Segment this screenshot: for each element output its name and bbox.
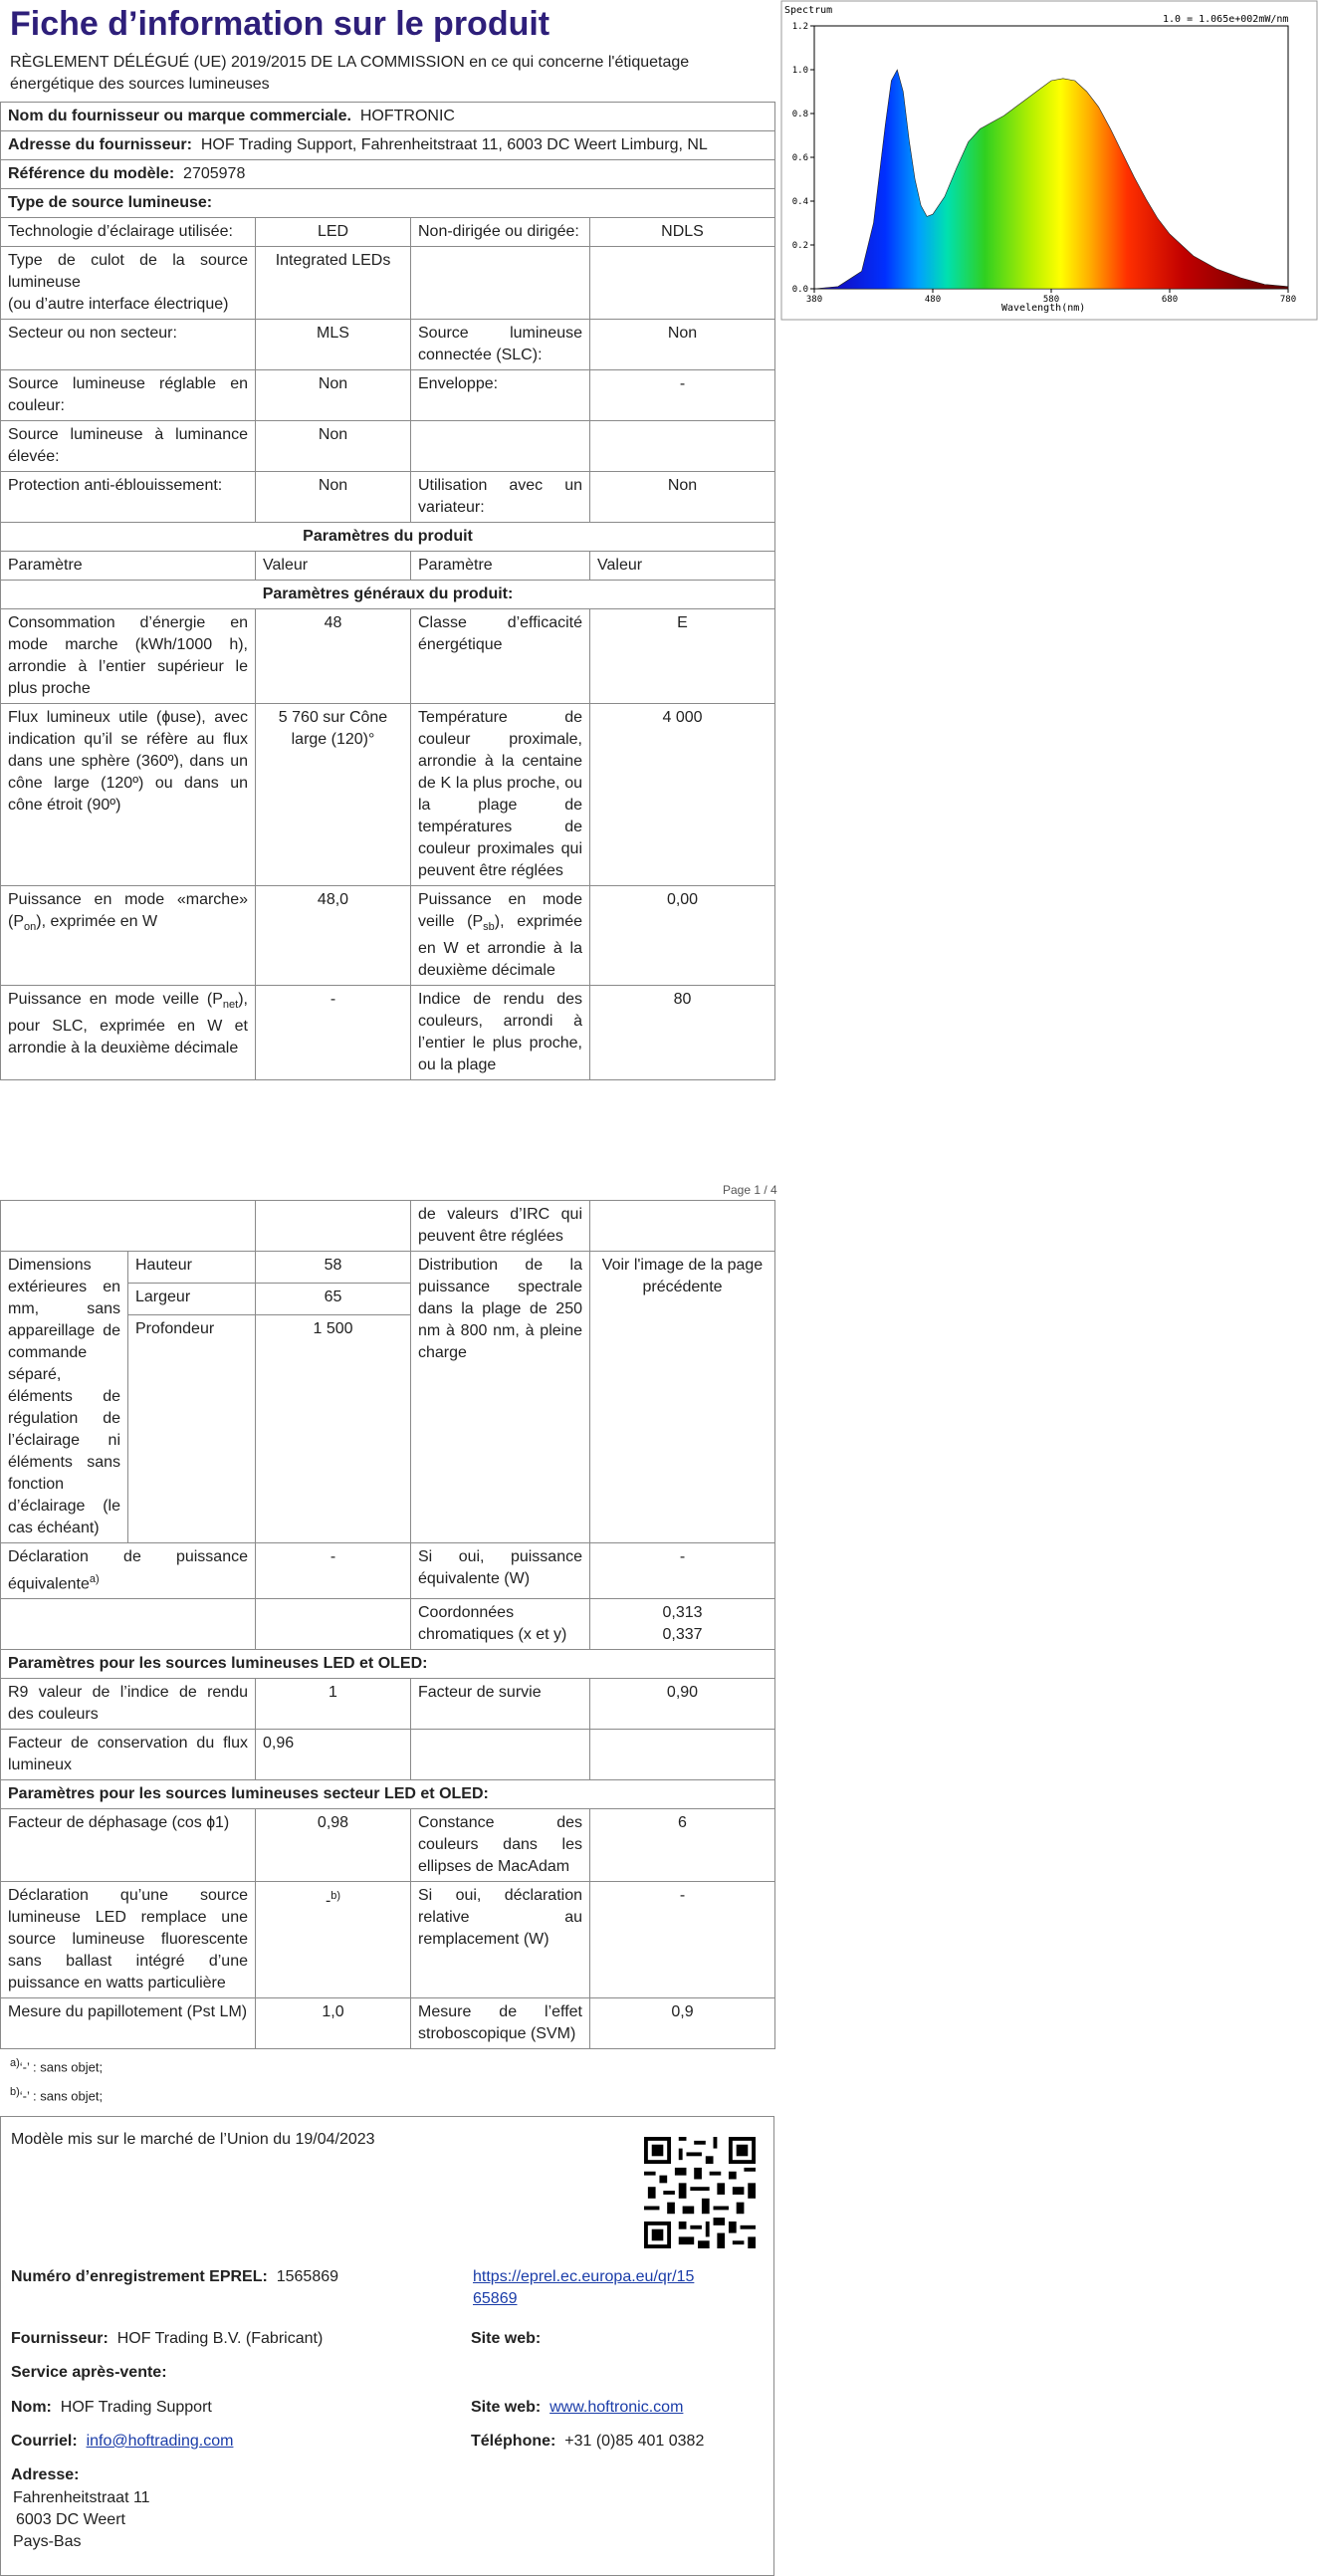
table-row — [1, 1679, 775, 1730]
y-tick-label: 0.0 — [791, 285, 808, 295]
eprel-label: Numéro d’enregistrement EPREL: — [11, 2267, 268, 2285]
footnote-a-text: ‘-’ : sans objet; — [19, 2059, 104, 2075]
row-label: Technologie d’éclairage utilisée: — [1, 218, 256, 247]
mains-params-heading: Paramètres pour les sources lumineuses secteur LED et OLED: — [1, 1780, 775, 1809]
footnote-b-text: ‘-’ : sans objet; — [19, 2087, 104, 2103]
spectral-label: Distribution de la puissance spectrale dans la plage de 250 nm à 800 nm, à pleine charge — [411, 1252, 590, 1543]
cap-type-label: Type de culot de la source lumineuse — [8, 252, 248, 291]
row-label: Protection anti-éblouissement: — [1, 472, 256, 523]
depth-value: 1 500 — [256, 1315, 411, 1543]
cri-label-continued: de valeurs d’IRC qui peuvent être réglées — [411, 1201, 590, 1252]
x-tick-label: 680 — [1161, 295, 1179, 305]
y-tick-label: 1.2 — [791, 22, 808, 32]
psb-subscript: sb — [483, 921, 495, 934]
depth-label: Profondeur — [128, 1315, 256, 1543]
table-row — [1, 1201, 775, 1252]
phase-factor-value: 0,98 — [256, 1809, 411, 1882]
qr-code-icon[interactable] — [644, 2137, 756, 2248]
table-row — [1, 1252, 775, 1284]
contact-name-row — [11, 2397, 212, 2419]
chart-title: Spectrum — [784, 5, 833, 16]
chart-scale-note: 1.0 = 1.065e+002mW/nm — [1163, 14, 1289, 25]
table-row — [1, 1998, 775, 2049]
row-label — [1, 247, 256, 320]
table-row — [1, 218, 775, 247]
row-label: Non-dirigée ou dirigée: — [411, 218, 590, 247]
x-tick-label: 580 — [1042, 295, 1060, 305]
mail-link[interactable]: info@hoftrading.com — [86, 2432, 234, 2450]
y-tick-label: 0.2 — [791, 241, 808, 251]
product-info-table-2 — [0, 1200, 775, 2049]
footnote-b-mark: b) — [10, 2085, 20, 2098]
model-label: Référence du modèle: — [8, 165, 175, 182]
table-row — [1, 1882, 775, 1998]
row-value: Non — [256, 421, 411, 472]
mail-label: Courriel: — [11, 2432, 78, 2450]
mail-row — [11, 2431, 233, 2453]
luminous-flux-value: 5 760 sur Cône large (120)° — [256, 704, 411, 886]
column-header-value: Valeur — [256, 552, 411, 581]
height-label: Hauteur — [128, 1252, 256, 1284]
website-link[interactable]: www.hoftronic.com — [549, 2398, 684, 2416]
website2-row — [471, 2397, 683, 2419]
row-value: Non — [256, 472, 411, 523]
flicker-label: Mesure du papillotement (Pst LM) — [1, 1998, 256, 2049]
table-row — [1, 1599, 775, 1650]
row-value — [590, 421, 775, 472]
address-line-2: 6003 DC Weert — [16, 2510, 125, 2528]
luminous-flux-label: Flux lumineux utile (ɸuse), avec indication qu’il se réfère au flux dans une sphère (360º), dans un cône large (120º) ou dans un cône étroit (90º) — [1, 704, 256, 886]
table-row — [1, 886, 775, 986]
footnote-ref-a: a) — [89, 1573, 100, 1585]
cap-type-label-2: (ou d’autre interface électrique) — [8, 296, 229, 313]
survival-value: 0,90 — [590, 1679, 775, 1730]
eprel-row — [11, 2266, 338, 2288]
survival-label: Facteur de survie — [411, 1679, 590, 1730]
cct-value: 4 000 — [590, 704, 775, 886]
equivalent-yes-label: Si oui, puissance équivalente (W) — [411, 1543, 590, 1599]
replacement-value-text: - — [325, 1892, 331, 1910]
row-value: MLS — [256, 320, 411, 370]
phase-factor-label: Facteur de déphasage (cos ɸ1) — [1, 1809, 256, 1882]
replacement-yes-value: - — [590, 1882, 775, 1998]
row-value: LED — [256, 218, 411, 247]
psb-value: 0,00 — [590, 886, 775, 986]
chromaticity-y: 0,337 — [662, 1626, 703, 1644]
height-value: 58 — [256, 1252, 411, 1284]
supplier-name-row — [1, 103, 775, 131]
macadam-value: 6 — [590, 1809, 775, 1882]
x-tick-label: 480 — [924, 295, 942, 305]
contact-name-label: Nom: — [11, 2398, 52, 2416]
flicker-value: 1,0 — [256, 1998, 411, 2049]
y-tick-label: 0.6 — [791, 153, 808, 163]
market-date-text: Modèle mis sur le marché de l’Union du 19/04/2023 — [11, 2130, 375, 2148]
general-params-heading: Paramètres généraux du produit: — [1, 581, 775, 609]
psb-label-text: Puissance en mode veille (P — [418, 891, 582, 930]
psb-label-text-2: ), exprimée en W et arrondie à la deuxième décimale — [418, 913, 582, 980]
chromaticity-value — [590, 1599, 775, 1650]
row-label — [411, 421, 590, 472]
supplier-address-value: HOF Trading Support, Fahrenheitstraat 11, 6003 DC Weert Limburg, NL — [200, 136, 708, 153]
footnote-a — [10, 2053, 767, 2077]
row-value: Non — [590, 472, 775, 523]
column-header-param: Paramètre — [1, 552, 256, 581]
supplier-value: HOF Trading B.V. (Fabricant) — [116, 2329, 324, 2347]
pon-label — [1, 886, 256, 986]
pon-label-text: Puissance en mode «marche» (P — [8, 891, 248, 930]
page-title: Fiche d’information sur le produit — [10, 5, 550, 43]
table-row — [1, 704, 775, 886]
column-header-param: Paramètre — [411, 552, 590, 581]
empty-cell — [590, 1730, 775, 1780]
empty-cell — [1, 1201, 256, 1252]
cri-value: 80 — [590, 986, 775, 1080]
equivalent-power-label — [1, 1543, 256, 1599]
footnote-a-mark: a) — [10, 2057, 20, 2070]
pnet-label-text: Puissance en mode veille (P — [8, 991, 223, 1009]
spectral-value: Voir l'image de la page précédente — [590, 1252, 775, 1543]
empty-cell — [590, 1201, 775, 1252]
empty-cell — [256, 1599, 411, 1650]
psb-label — [411, 886, 590, 986]
supplier-address-label: Adresse du fournisseur: — [8, 136, 192, 153]
supplier-name-label: Nom du fournisseur ou marque commerciale. — [8, 108, 351, 124]
footnote-ref-b: b) — [330, 1890, 341, 1903]
row-label: Source lumineuse à luminance élevée: — [1, 421, 256, 472]
product-info-table — [0, 102, 775, 1080]
table-row — [1, 472, 775, 523]
chromaticity-label: Coordonnées chromatiques (x et y) — [411, 1599, 590, 1650]
phone-row — [471, 2431, 704, 2453]
x-tick-label: 780 — [1279, 295, 1297, 305]
table-row — [1, 320, 775, 370]
replacement-yes-label: Si oui, déclaration relative au remplacement (W) — [411, 1882, 590, 1998]
table-row — [1, 986, 775, 1080]
cct-label: Température de couleur proximale, arrondie à la centaine de K la plus proche, ou la plage de températures de couleur proximales qui peuvent être réglées — [411, 704, 590, 886]
registration-box — [0, 2116, 774, 2576]
x-tick-label: 380 — [805, 295, 823, 305]
dimensions-label: Dimensions extérieures en mm, sans appareillage de commande séparé, éléments de régulation de l’éclairage ni éléments sans fonction d’éclairage (le cas échéant) — [1, 1252, 128, 1543]
table-row — [1, 247, 775, 320]
empty-cell — [256, 1201, 411, 1252]
r9-value: 1 — [256, 1679, 411, 1730]
pon-label-text-2: ), exprimée en W — [36, 913, 158, 930]
table-row — [1, 1543, 775, 1599]
table-row — [1, 370, 775, 421]
stroboscopic-label: Mesure de l’effet stroboscopique (SVM) — [411, 1998, 590, 2049]
service-label: Service après-vente: — [11, 2363, 167, 2381]
page-1 — [0, 0, 776, 1080]
row-label — [411, 247, 590, 320]
pnet-label — [1, 986, 256, 1080]
supplier-row — [11, 2328, 323, 2350]
address-line-3: Pays-Bas — [13, 2532, 82, 2550]
pnet-value: - — [256, 986, 411, 1080]
flux-maintenance-value: 0,96 — [256, 1730, 411, 1780]
pnet-label-text-2: ), pour SLC, exprimée en W et arrondie à la deuxième décimale — [8, 991, 248, 1057]
efficiency-class-value: E — [590, 609, 775, 704]
eprel-link-line-1[interactable]: https://eprel.ec.europa.eu/qr/15 — [473, 2267, 695, 2285]
phone-value: +31 (0)85 401 0382 — [564, 2432, 705, 2450]
address-line-1: Fahrenheitstraat 11 — [13, 2488, 150, 2506]
eprel-link[interactable] — [473, 2266, 694, 2310]
row-label: Source lumineuse connectée (SLC): — [411, 320, 590, 370]
row-value — [590, 247, 775, 320]
r9-label: R9 valeur de l’indice de rendu des couleurs — [1, 1679, 256, 1730]
equivalent-yes-value: - — [590, 1543, 775, 1599]
efficiency-class-label: Classe d’efficacité énergétique — [411, 609, 590, 704]
width-label: Largeur — [128, 1284, 256, 1315]
footnote-b — [10, 2082, 767, 2106]
row-label: Secteur ou non secteur: — [1, 320, 256, 370]
pon-value: 48,0 — [256, 886, 411, 986]
empty-cell — [1, 1599, 256, 1650]
pon-subscript: on — [24, 921, 37, 934]
row-value: Non — [256, 370, 411, 421]
chart-xlabel: Wavelength(nm) — [1001, 303, 1086, 314]
table-row — [1, 421, 775, 472]
width-value: 65 — [256, 1284, 411, 1315]
page-2 — [0, 1200, 776, 2576]
model-row — [1, 160, 775, 189]
light-source-type-heading: Type de source lumineuse: — [1, 189, 775, 218]
product-params-heading: Paramètres du produit — [1, 523, 775, 552]
website-label: Site web: — [471, 2329, 542, 2347]
y-tick-label: 0.4 — [791, 197, 808, 207]
y-tick-label: 1.0 — [791, 66, 808, 76]
table-row — [1, 609, 775, 704]
chromaticity-x: 0,313 — [662, 1604, 703, 1622]
cri-label: Indice de rendu des couleurs, arrondi à l’entier le plus proche, ou la plage — [411, 986, 590, 1080]
contact-name-value: HOF Trading Support — [60, 2398, 212, 2416]
eprel-link-line-2[interactable]: 65869 — [473, 2289, 518, 2307]
macadam-label: Constance des couleurs dans les ellipses de MacAdam — [411, 1809, 590, 1882]
table-row — [1, 1809, 775, 1882]
website2-label: Site web: — [471, 2398, 542, 2416]
row-label: Source lumineuse réglable en couleur: — [1, 370, 256, 421]
model-value: 2705978 — [183, 165, 246, 182]
table-row — [1, 1730, 775, 1780]
flux-maintenance-label: Facteur de conservation du flux lumineux — [1, 1730, 256, 1780]
equivalent-power-value: - — [256, 1543, 411, 1599]
phone-label: Téléphone: — [471, 2432, 556, 2450]
equivalent-label-text: Déclaration de puissance équivalente — [8, 1548, 248, 1593]
empty-cell — [411, 1730, 590, 1780]
spectrum-chart — [780, 0, 1318, 321]
address-label: Adresse: — [11, 2465, 80, 2483]
row-label: Enveloppe: — [411, 370, 590, 421]
consumption-value: 48 — [256, 609, 411, 704]
spectrum-svg — [780, 0, 1318, 321]
replacement-value — [256, 1882, 411, 1998]
eprel-value: 1565869 — [276, 2267, 339, 2285]
stroboscopic-value: 0,9 — [590, 1998, 775, 2049]
pnet-subscript: net — [222, 999, 239, 1012]
row-value: - — [590, 370, 775, 421]
supplier-address-row — [1, 131, 775, 160]
replacement-label: Déclaration qu’une source lumineuse LED remplace une source lumineuse fluorescente sans ballast intégré d’une puissance en watts particulière — [1, 1882, 256, 1998]
row-value: NDLS — [590, 218, 775, 247]
supplier-name-value: HOFTRONIC — [359, 108, 455, 124]
regulation-text: RÈGLEMENT DÉLÉGUÉ (UE) 2019/2015 DE LA COMMISSION en ce qui concerne l'étiquetage énergétique des sources lumineuses — [10, 54, 690, 93]
y-tick-label: 0.8 — [791, 110, 808, 119]
supplier-label: Fournisseur: — [11, 2329, 109, 2347]
row-value: Integrated LEDs — [256, 247, 411, 320]
row-value: Non — [590, 320, 775, 370]
page-number: Page 1 / 4 — [723, 1183, 777, 1197]
consumption-label: Consommation d’énergie en mode marche (kWh/1000 h), arrondie à l’entier supérieur le plus proche — [1, 609, 256, 704]
row-label: Utilisation avec un variateur: — [411, 472, 590, 523]
led-params-heading: Paramètres pour les sources lumineuses LED et OLED: — [1, 1650, 775, 1679]
column-header-value: Valeur — [590, 552, 775, 581]
